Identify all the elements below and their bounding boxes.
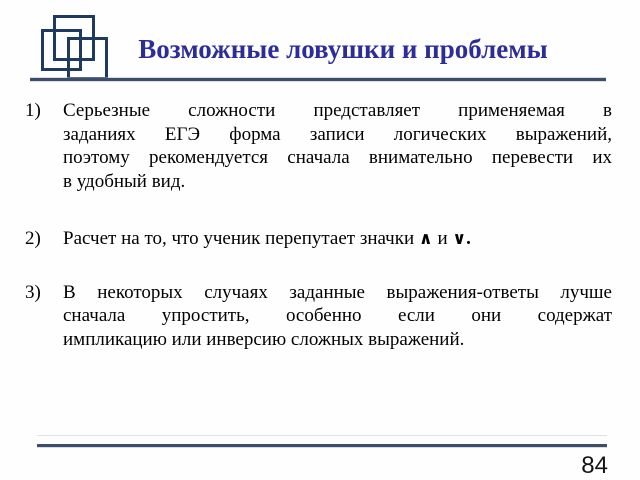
footer-divider-shadow-line [37,435,607,436]
list-item-1-line-3: поэтому рекомендуется сначала внимательно перевести их [63,147,612,168]
list-item-2-line-1 [63,227,612,252]
list-item-3-line-1: В некоторых случаях заданные выражения-ответы лучше [63,281,612,303]
footer-divider-line [37,444,607,447]
list-item-2-number: 2) [25,228,41,249]
title-divider-line [30,78,606,81]
list-item-1-line-1: Серьезные сложности представляет применяемая в [63,100,612,121]
list-item-1 [25,99,612,193]
text-segment: Расчет на то, что ученик перепутает значки [63,228,419,249]
logical-and-symbol: ∧ [418,229,433,249]
list-item-2 [25,227,612,252]
text-segment: и [432,228,453,249]
list-item-1-number: 1) [25,100,41,121]
list-item-3-number: 3) [25,281,41,303]
logical-or-symbol: ∨ [452,229,467,249]
list-item-3 [25,281,612,352]
sentence-period: . [466,228,471,249]
list-item-3-line-2: сначала упростить, особенно если они содержат [63,305,612,326]
list-item-1-line-4: в удобный вид. [63,170,186,192]
list-item-3-line-3: импликацию или инверсию сложных выражений. [63,328,465,350]
slide-body-list [25,99,612,351]
page-number: 84 [581,452,608,479]
slide-title: Возможные ловушки и проблемы [138,34,548,64]
list-item-1-line-2: заданиях ЕГЭ форма записи логических выражений, [63,123,612,145]
